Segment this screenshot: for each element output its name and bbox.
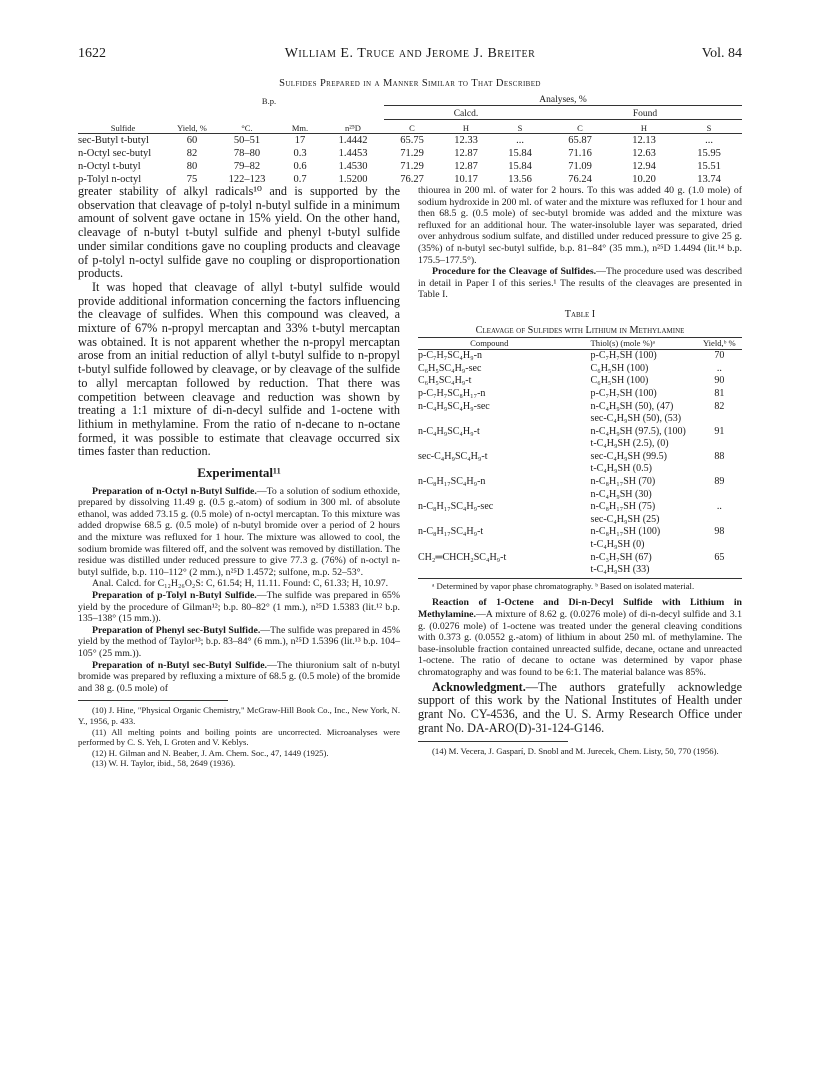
thiol-cell: n-C₈H₁₇SH (100) [590,526,661,538]
left-column [78,185,400,769]
table-cell: 13.56 [508,174,532,185]
prep-2-text: —The sulfide was prepared in 65% yield by the procedure of Gilman¹²; b.p. 80–82° (1 mm.), n²⁵D 1.5383 (lit.¹² b.p. 135–138° (15 mm.)). [78,590,400,625]
left-paragraph-2: It was hoped that cleavage of allyl t-butyl sulfide would provide additional information concerning the factors influencing the cleavage of sulfides. When this compound was cleaved, a mixture of 67% n-propyl mercaptan and 33% t-butyl mercaptan was obtained. It is not apparent whether the n-propyl mercaptan arose from an initial reduction of allyl t-butyl sulfide to n-propyl t-butyl sulfide followed by cleavage, or by cleavage of the sulfide to allyl mercaptan followed by reduction. That there was competition between cleavage and reduction was shown by treating a 1:1 mixture of di-n-decyl sulfide and 1-octene with lithium in methylamine. From the ratio of n-decane to n-octane formed, it was possible to estimate that cleavage occurred six times faster than reduction. [78,279,400,459]
running-authors: William E. Truce and Jerome J. Breiter [284,46,536,61]
table-cell: 12.87 [454,161,478,172]
thiol-cell: t-C₄H₉SH (33) [590,564,650,576]
bp-label: B.p. [261,95,277,106]
footnote-14: (14) M. Vecera, J. Gasparí, D. Snobl and M. Jurecek, Chem. Listy, 50, 770 (1956). [432,746,719,757]
table-cell: 10.17 [454,174,478,185]
compound-cell [418,413,561,426]
table-cell: 65.87 [568,135,592,146]
table-cell: 71.29 [400,148,424,159]
thiol-cell: t-C₄H₉SH (0) [590,539,645,551]
yield-cell: 70 [714,350,725,362]
running-header [78,46,742,66]
table-cell: 15.51 [697,161,721,172]
sulfide-name: n-Octyl sec-butyl [78,148,152,159]
table-1-note: ᵃ Determined by vapor phase chromatography. ᵇ Based on isolated material. [418,578,742,592]
yield-cell: 98 [714,526,725,538]
compound-cell: sec-C₄H₉SC₄H₉-t [418,450,488,462]
table-cell: 12.33 [454,135,478,146]
cleavage-table [418,337,742,577]
thiol-cell: n-C₈H₁₇SH (75) [590,501,656,513]
thiol-cell: n-C₄H₉SH (30) [590,488,652,500]
table-cell: ... [516,135,524,146]
thiol-cell: sec-C₄H₉SH (99.5) [590,450,667,462]
cleavage-row [418,451,742,464]
yield-cell [697,438,742,451]
compound-cell: CH₂═CHCH₂SC₄H₉-t [418,551,507,563]
table-cell: 76.24 [568,174,592,185]
top-table-col-header: H [612,120,676,134]
prep-1-title: Preparation of n-Octyl n-Butyl Sulfide. [92,485,257,497]
thiol-cell: sec-C₄H₉SH (25) [590,513,660,525]
table-cell: 78–80 [233,148,261,159]
thiol-cell: p-C₇H₇SH (100) [590,350,657,362]
yield-cell [697,489,742,502]
yield-cell [697,564,742,577]
prep-1-text: —To a solution of sodium ethoxide, prepared by dissolving 11.49 g. (0.5 g.-atom) of sodium in 300 ml. of absolute ethanol, was added 73.15 g. (0.5 mole) of n-octyl mercaptan. To this mixture was added dropwise 68.5 g. (0.5 mole) of n-butyl bromide over a period of 2 hours and the mixture was refluxed for 1 hour. The mixture was allowed to cool, the sodium bromide was filtered off, and the solvent was removed by distillation. The residue was distilled under reduced pressure to give 77.3 g. (76%) of n-octyl n-butyl sulfide, b.p. 110–112° (2 mm.), n²⁵D 1.4572; sulfone, m.p. 52–53°. [78,485,400,578]
thiol-cell: t-C₄H₉SH (0.5) [590,463,652,475]
thiol-cell: n-C₄H₉SH (97.5), (100) [590,425,686,437]
cleavage-row [418,363,742,376]
compound-cell: n-C₈H₁₇SC₄H₉-sec [418,501,494,513]
cleavage-row [418,489,742,502]
top-table-col-header: C [548,120,612,134]
top-table-subgroup [78,106,742,120]
top-table-col-header: Yield, % [168,120,216,134]
table-cell: 75 [186,174,198,185]
thiol-cell: n-C₄H₉SH (50), (47) [590,400,674,412]
cleavage-row [418,413,742,426]
top-table-title: Sulfides Prepared in a Manner Similar to That Described [279,78,541,89]
top-table-row [78,134,742,148]
table-cell: 1.4530 [338,161,368,172]
top-table-row [78,147,742,160]
top-table-col-header: Sulfide [78,120,168,134]
left-paragraph-1: greater stability of alkyl radicals¹⁰ and is supported by the observation that cleavage of p-tolyl n-butyl sulfide in a minimum amount of solvent gave octane in 15% yield. On the other hand, cleavage of n-butyl t-butyl sulfide and phenyl t-butyl sulfide under similar conditions gave no coupling products and cleavage of p-tolyl n-octyl sulfide gave no coupling or disproportionation products. [78,184,400,281]
table-cell: 15.95 [697,148,721,159]
found-label: Found [548,106,742,120]
analysis-text: Anal. Calcd. for C₁₂H₂₆O₂S: C, 61.54; H, 11.11. Found: C, 61.33; H, 10.97. [92,578,389,590]
volume-label: Vol. 84 [701,46,742,61]
table-cell: 12.13 [632,135,656,146]
yield-cell [697,413,742,426]
thiol-cell: t-C₄H₉SH (2.5), (0) [590,438,669,450]
compound-cell: n-C₄H₉SC₄H₉-sec [418,400,490,412]
sulfide-name: p-Tolyl n-octyl [78,174,142,185]
yield-cell: 90 [714,375,725,387]
yield-cell: 65 [714,551,725,563]
yield-cell: .. [716,362,722,374]
cleavage-row [418,426,742,439]
thiol-cell: C₆H₅SH (100) [590,375,649,387]
yield-cell: 81 [714,387,725,399]
thiol-cell: n-C₈H₁₇SH (70) [590,476,656,488]
footnote-item: (12) H. Gilman and N. Beaber, J. Am. Chem. Soc., 47, 1449 (1925). [92,747,329,758]
table-cell: 0.6 [293,161,307,172]
top-table-header-row [78,120,742,134]
compound-cell: n-C₄H₉SC₄H₉-t [418,425,480,437]
table-cell: ... [705,135,713,146]
cleavage-table-header [418,338,742,350]
cleavage-row [418,388,742,401]
table-cell: 122–123 [228,174,266,185]
compound-cell: p-C₇H₇SC₄H₉-n [418,350,482,362]
reaction-text: —A mixture of 8.62 g. (0.0276 mole) of di-n-decyl sulfide and 3.1 g. (0.0276 mole) of 1-octene was treated under the general cleaving conditions with 0.373 g. (0.0552 g.-atom) of lithium in about 250 ml. of methylamine. The base-insoluble fraction contained unreacted sulfide, decane, octane and unreacted 1-octene. The ratio of decane to octane was determined by vapor phase chromatography and was found to be 6:1. The material balance was 85%. [418,609,742,678]
cleavage-row [418,564,742,577]
prep-2-title: Preparation of p-Tolyl n-Butyl Sulfide. [92,590,257,601]
compound-cell: C₆H₅SC₄H₉-t [418,375,472,387]
table-cell: 0.7 [293,174,307,185]
compound-cell: n-C₈H₁₇SC₄H₉-t [418,526,484,538]
table-cell: 12.63 [632,148,656,159]
table-cell: 80 [186,161,198,172]
yield-cell: 82 [714,400,725,412]
cleavage-row [418,539,742,552]
table-cell: 71.29 [400,161,424,172]
calcd-label: Calcd. [384,106,548,120]
top-table-body [78,134,742,187]
cleavage-row [418,401,742,414]
table-cell: 71.16 [568,148,592,159]
thiol-cell: sec-C₄H₉SH (50), (53) [590,413,682,425]
table-cell: 79–82 [233,161,261,172]
prep-3-title: Preparation of Phenyl sec-Butyl Sulfide. [92,624,261,636]
yield-cell: .. [716,501,722,513]
cleavage-row [418,501,742,514]
cleavage-row [418,375,742,388]
top-table-group-header [78,92,742,106]
right-column [418,185,742,757]
col-thiols: Thiol(s) (mole %)ᵃ [590,338,655,349]
top-table-col-header: Mm. [278,120,322,134]
table-cell: 60 [186,135,198,146]
yield-cell [697,463,742,476]
yield-cell [697,539,742,552]
compound-cell: n-C₈H₁₇SC₄H₉-n [418,476,486,488]
compound-cell [418,438,561,451]
table-cell: 17 [294,135,306,146]
cleavage-table-body [418,350,742,577]
col-compound: Compound [470,338,509,349]
cleavage-row [418,552,742,565]
page-number: 1622 [78,46,106,61]
top-table-col-header: S [676,120,742,134]
table-cell: 82 [186,148,198,159]
table-cell: 0.3 [293,148,307,159]
prep-4-text: —The thiuronium salt of n-butyl bromide was prepared by refluxing a mixture of 68.5 g. (0.5 mole) of the bromide and 38 g. (0.5 mole) of [78,659,401,694]
thiol-cell: C₆H₅SH (100) [590,362,649,374]
ack-text: —The authors gratefully acknowledge support of this work by the National Institutes of Health under grant No. CY-4536, and the U. S. Army Research Office under grant No. DA-ARO(D)-31-124-G146. [418,679,742,735]
right-paragraph-1: thiourea in 200 ml. of water for 2 hours. To this was added 40 g. (1.0 mole) of sodium hydroxide in 200 ml. of water and the mixture was refluxed for 1 hour and then 68.5 g. (0.5 mole) of sec-butyl bromide was added and the mixture was refluxed for an additional hour. The water-insoluble layer was separated, dried over anhydrous sodium sulfate, and distilled under reduced pressure to give 25 g. (35%) of n-butyl sec-butyl sulfide, b.p. 81–84° (35 mm.), n²⁵D 1.4494 (lit.¹⁴ b.p. 175.5–177.5°). [418,185,742,266]
compound-cell [418,489,561,502]
compound-cell [418,463,561,476]
cleavage-row [418,438,742,451]
top-table-col-header: S [492,120,548,134]
table-1-title: Cleavage of Sulfides with Lithium in Methylamine [475,324,685,336]
table-cell: 76.27 [400,174,424,185]
cleavage-row [418,350,742,363]
col-yield: Yield,ᵇ % [702,338,736,349]
compound-cell [418,564,561,577]
sulfide-name: n-Octyl t-butyl [78,161,141,172]
thiol-cell: p-C₇H₇SH (100) [590,387,657,399]
procedure-title: Procedure for the Cleavage of Sulfides. [432,266,597,278]
table-cell: 1.4453 [338,148,368,159]
table-cell: 13.74 [697,174,721,185]
reaction-title: Reaction of 1-Octene and Di-n-Decyl Sulfide with Lithium in Methylamine. [418,597,742,620]
footnote-item: (10) J. Hine, "Physical Organic Chemistry," McGraw-Hill Book Co., Inc., New York, N. Y., 1956, p. 433. [78,705,400,726]
cleavage-row [418,463,742,476]
sulfide-name: sec-Butyl t-butyl [78,135,149,146]
table-1-label: Table I [564,308,596,320]
yield-cell: 91 [714,425,725,437]
table-cell: 1.4442 [338,135,368,146]
cleavage-row [418,514,742,527]
sulfides-table [78,92,742,186]
compound-cell: C₆H₅SC₄H₉-sec [418,362,482,374]
footnote-rule [78,700,228,701]
table-cell: 65.75 [400,135,424,146]
table-cell: 12.94 [632,161,656,172]
compound-cell [418,514,561,527]
table-cell: 15.84 [508,161,532,172]
table-cell: 1.5200 [338,174,368,185]
prep-4-title: Preparation of n-Butyl sec-Butyl Sulfide. [92,659,268,671]
compound-cell: p-C₇H₇SC₈H₁₇-n [418,387,486,399]
footnote-item: (13) W. H. Taylor, ibid., 58, 2649 (1936). [92,758,236,769]
cleavage-row [418,476,742,489]
yield-cell: 89 [714,476,725,488]
compound-cell [418,539,561,552]
table-cell: 12.87 [454,148,478,159]
analyses-label: Analyses, % [384,92,742,106]
right-footnote-rule [418,741,568,742]
table-cell: 10.20 [632,174,656,185]
top-table-col-header: °C. [216,120,278,134]
table-cell: 15.84 [508,148,532,159]
experimental-heading: Experimental¹¹ [197,465,281,481]
prep-3-text: —The sulfide was prepared in 45% yield by the method of Taylor¹³; b.p. 83–84° (6 mm.), n²⁵D 1.5396 (lit.¹³ b.p. 104–105° (25 mm.)). [78,624,400,659]
top-table-col-header: H [440,120,492,134]
top-table-col-header: C [384,120,440,134]
left-footnotes [78,705,400,769]
yield-cell [697,514,742,527]
thiol-cell: n-C₃H₇SH (67) [590,551,652,563]
table-cell: 50–51 [233,135,261,146]
yield-cell: 88 [714,450,725,462]
ack-title: Acknowledgment. [432,679,526,694]
top-table-col-header: n²⁵D [322,120,384,134]
cleavage-row [418,526,742,539]
procedure-text: —The procedure used was described in detail in Paper I of this series.¹ The results of the cleavages are presented in Table I. [418,266,742,301]
footnote-item: (11) All melting points and boiling points are uncorrected. Microanalyses were performed by C. S. Yeh, I. Groten and V. Keblys. [78,726,400,748]
top-table-row [78,160,742,173]
table-cell: 71.09 [568,161,592,172]
